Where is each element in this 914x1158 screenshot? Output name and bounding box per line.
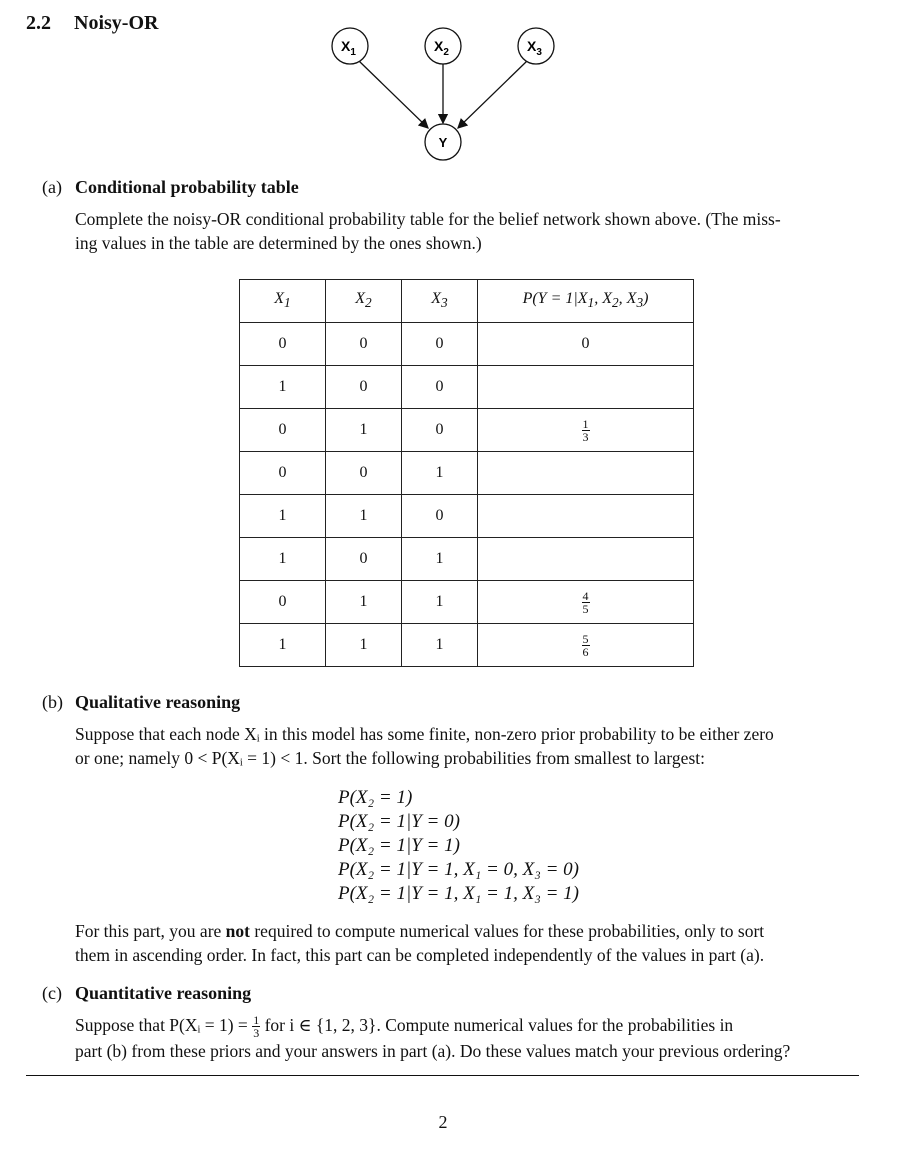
prob-fraction-num: 1 — [582, 416, 589, 431]
cpt-cell-prob — [478, 452, 694, 495]
node-x1-sub: 1 — [350, 47, 356, 58]
cpt-row — [240, 538, 694, 581]
node-x3 — [518, 28, 554, 64]
part-a-text — [75, 207, 859, 255]
part-b-note-line2: them in ascending order. In fact, this part can be completed independently of the values in part (a). — [75, 945, 765, 965]
cpt-cell-x2: 1 — [326, 409, 402, 452]
section-number: 2.2 — [26, 12, 51, 34]
cpt-cell-x3: 1 — [402, 624, 478, 667]
cpt-cell-x1: 1 — [240, 624, 326, 667]
cpt-cell-x3: 1 — [402, 452, 478, 495]
cpt-cell-prob — [478, 538, 694, 581]
node-y — [425, 124, 461, 160]
cpt-cell-x3: 0 — [402, 366, 478, 409]
header-x3-sub: 3 — [441, 295, 448, 311]
node-x2-label: X — [434, 38, 444, 54]
header-x3: $X_3$ — [402, 280, 478, 323]
part-b-heading: Qualitative reasoning — [75, 692, 241, 712]
prob-fraction — [582, 418, 590, 443]
cpt-cell-x1: 0 — [240, 323, 326, 366]
part-c-label: (c) — [42, 983, 62, 1003]
cpt-cell-x2: 0 — [326, 323, 402, 366]
footer-rule — [26, 1075, 859, 1076]
node-x1 — [332, 28, 368, 64]
part-c-heading: Quantitative reasoning — [75, 983, 252, 1003]
probability-item: P(X₂ = 1|Y = 1, X₁ = 0, X₃ = 0) — [338, 859, 579, 880]
header-x2-sub: 2 — [365, 295, 372, 311]
cpt-row — [240, 452, 694, 495]
cpt-row — [240, 624, 694, 667]
node-x1-label: X — [341, 38, 351, 54]
section-title: Noisy-OR — [74, 12, 159, 34]
cpt-cell-x3: 0 — [402, 409, 478, 452]
cpt-row — [240, 581, 694, 624]
cpt-cell-x1: 1 — [240, 538, 326, 581]
header-prob: $P(Y = 1|X_1$, $X_2$, $X_3$) — [478, 280, 694, 323]
note-bold: not — [225, 921, 250, 941]
cpt-cell-x3: 1 — [402, 581, 478, 624]
probability-item: P(X₂ = 1) — [338, 787, 413, 808]
probability-item: P(X₂ = 1|Y = 0) — [338, 811, 460, 832]
cpt-body — [240, 323, 694, 667]
prob-fraction-num: 4 — [582, 588, 589, 603]
cpt-cell-x2: 1 — [326, 495, 402, 538]
cpt-cell-x3: 1 — [402, 538, 478, 581]
probability-item: P(X₂ = 1|Y = 1) — [338, 835, 460, 856]
cpt-table — [239, 279, 694, 667]
probability-list — [338, 786, 579, 906]
cpt-cell-prob — [478, 495, 694, 538]
part-c-fraction — [252, 1014, 260, 1039]
prob-fraction-den: 6 — [582, 644, 589, 659]
cpt-cell-x2: 0 — [326, 538, 402, 581]
prob-fraction-den: 5 — [582, 601, 589, 616]
cpt-row — [240, 366, 694, 409]
note-post: required to compute numerical values for these probabilities, only to sort — [249, 921, 765, 941]
part-a-heading: Conditional probability table — [75, 177, 299, 197]
node-y-label: Y — [438, 135, 448, 150]
node-x3-sub: 3 — [536, 47, 542, 58]
part-b-text — [75, 722, 859, 770]
cpt-cell-x1: 1 — [240, 366, 326, 409]
part-a-text-line1: Complete the noisy-OR conditional probability table for the belief network shown above. (The miss- — [75, 209, 781, 229]
cpt-cell-prob — [478, 581, 694, 624]
part-c-text-line2: part (b) from these priors and your answers in part (a). Do these values match your previous ordering? — [75, 1041, 791, 1062]
part-b-label: (b) — [42, 692, 63, 712]
part-a-text-line2: ing values in the table are determined by the ones shown.) — [75, 233, 482, 253]
frac-num: 1 — [253, 1013, 260, 1028]
part-b-note-line1 — [75, 919, 859, 943]
probability-item: P(X₂ = 1|Y = 1, X₁ = 1, X₃ = 1) — [338, 883, 579, 904]
cpt-cell-x3: 0 — [402, 495, 478, 538]
cpt-cell-x1: 0 — [240, 452, 326, 495]
part-a-label: (a) — [42, 177, 62, 197]
header-x1: $X_1$ — [240, 280, 326, 323]
part-c-pre: Suppose that P(Xᵢ = 1) = — [75, 1015, 253, 1035]
cpt-row — [240, 409, 694, 452]
part-c-text — [75, 1013, 859, 1063]
prob-fraction-den: 3 — [582, 429, 589, 444]
header-x1-sub: 1 — [284, 295, 291, 311]
cpt-cell-x3: 0 — [402, 323, 478, 366]
header-x2: $X_2$ — [326, 280, 402, 323]
cpt-cell-prob: 0 — [478, 323, 694, 366]
cpt-cell-x1: 0 — [240, 409, 326, 452]
cpt-row — [240, 323, 694, 366]
cpt-cell-x1: 0 — [240, 581, 326, 624]
node-x2-sub: 2 — [443, 47, 449, 58]
cpt-cell-prob — [478, 624, 694, 667]
part-c-post: for i ∈ {1, 2, 3}. Compute numerical values for the probabilities in — [260, 1015, 734, 1035]
cpt-cell-x2: 0 — [326, 452, 402, 495]
cpt-cell-x2: 1 — [326, 581, 402, 624]
belief-network-diagram — [300, 20, 590, 165]
prob-fraction — [582, 590, 590, 615]
prob-fraction-num: 5 — [582, 631, 589, 646]
prob-fraction — [582, 633, 590, 658]
part-b-text-line1: Suppose that each node Xᵢ in this model has some finite, non-zero prior probability to be either zero — [75, 724, 774, 744]
note-pre: For this part, you are — [75, 921, 226, 941]
part-b-note — [75, 919, 859, 967]
cpt-header-row — [240, 280, 694, 323]
edge-x3-y — [458, 61, 527, 128]
edge-x1-y — [359, 61, 428, 128]
cpt-cell-x1: 1 — [240, 495, 326, 538]
node-x2 — [425, 28, 461, 64]
cpt-cell-prob — [478, 409, 694, 452]
frac-den: 3 — [253, 1026, 260, 1041]
cpt-cell-x2: 1 — [326, 624, 402, 667]
cpt-cell-prob — [478, 366, 694, 409]
cpt-cell-x2: 0 — [326, 366, 402, 409]
cpt-row — [240, 495, 694, 538]
node-x3-label: X — [527, 38, 537, 54]
part-b-text-line2: or one; namely 0 < P(Xᵢ = 1) < 1. Sort the following probabilities from smallest to largest: — [75, 748, 705, 768]
part-c-text-line1 — [75, 1013, 859, 1039]
page-number: 2 — [438, 1112, 448, 1132]
